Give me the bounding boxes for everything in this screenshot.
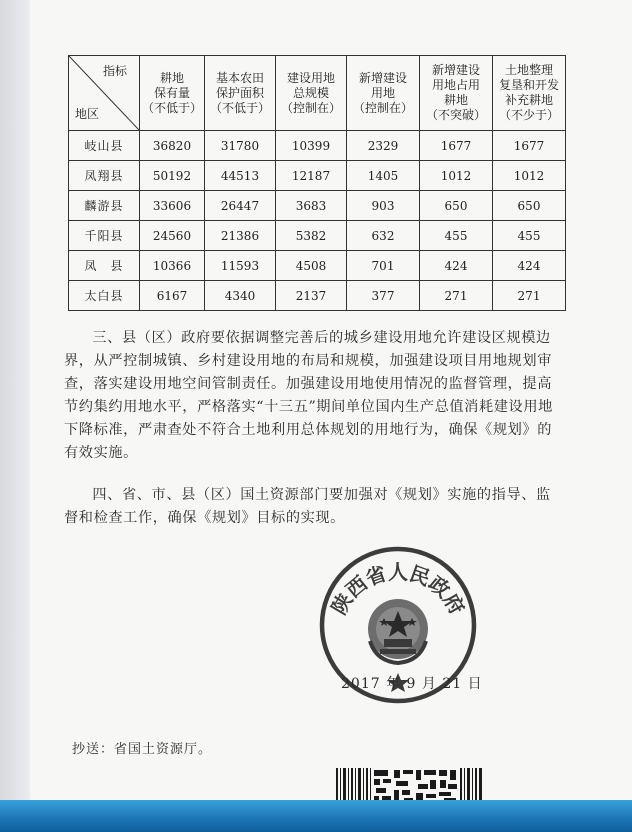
- header-new-construction: 新增建设 用地 （控制在）: [347, 56, 420, 131]
- table-header-row: [69, 56, 566, 131]
- value-cell: 271: [493, 281, 566, 311]
- value-cell: 2137: [276, 281, 347, 311]
- value-cell: 701: [347, 251, 420, 281]
- value-cell: 1012: [493, 161, 566, 191]
- table-row: [69, 191, 566, 221]
- header-land-consolidation: 土地整理 复垦和开发 补充耕地 （不少于）: [493, 56, 566, 131]
- value-cell: 424: [420, 251, 493, 281]
- county-cell: 千阳县: [69, 221, 140, 251]
- header-basic-farmland: 基本农田 保护面积 （不低于）: [205, 56, 276, 131]
- value-cell: 12187: [276, 161, 347, 191]
- value-cell: 650: [420, 191, 493, 221]
- value-cell: 650: [493, 191, 566, 221]
- paragraph-four: 四、省、市、县（区）国土资源部门要加强对《规划》实施的指导、监督和检查工作，确保《规划》目标的实现。: [64, 487, 551, 526]
- county-cell: 麟游县: [69, 191, 140, 221]
- national-emblem-icon: [368, 599, 428, 663]
- table-row: [69, 281, 566, 311]
- value-cell: 33606: [140, 191, 205, 221]
- value-cell: 31780: [205, 131, 276, 161]
- value-cell: 36820: [140, 131, 205, 161]
- county-cell: 凤翔县: [69, 161, 140, 191]
- corner-header-cell: [69, 56, 140, 131]
- value-cell: 24560: [140, 221, 205, 251]
- county-cell: 凤 县: [69, 251, 140, 281]
- seal-text: 陕西省人民政府: [326, 560, 470, 619]
- bottom-banner: [0, 800, 632, 832]
- value-cell: 632: [347, 221, 420, 251]
- value-cell: 1405: [347, 161, 420, 191]
- document-date: 2017 年 9 月 21 日: [341, 676, 483, 692]
- table-row: [69, 131, 566, 161]
- value-cell: 50192: [140, 161, 205, 191]
- corner-label-indicator: 指标: [102, 64, 127, 78]
- value-cell: 10399: [276, 131, 347, 161]
- corner-label-region: 地区: [75, 107, 100, 121]
- value-cell: 3683: [276, 191, 347, 221]
- value-cell: 10366: [140, 251, 205, 281]
- value-cell: 424: [493, 251, 566, 281]
- table-row: [69, 251, 566, 281]
- carbon-copy-line: 抄送：省国土资源厅。: [72, 742, 213, 757]
- table-row: [69, 221, 566, 251]
- value-cell: 903: [347, 191, 420, 221]
- value-cell: 271: [420, 281, 493, 311]
- value-cell: 26447: [205, 191, 276, 221]
- value-cell: 5382: [276, 221, 347, 251]
- value-cell: 2329: [347, 131, 420, 161]
- county-cell: 岐山县: [69, 131, 140, 161]
- value-cell: 11593: [205, 251, 276, 281]
- value-cell: 455: [420, 221, 493, 251]
- table-row: [69, 161, 566, 191]
- value-cell: 4508: [276, 251, 347, 281]
- value-cell: 1012: [420, 161, 493, 191]
- paragraph-three: 三、县（区）政府要依据调整完善后的城乡建设用地允许建设区规模边界，从严控制城镇、乡村建设用地的布局和规模，加强建设项目用地规划审查，落实建设用地空间管制责任。加强建设用地使用情况的监督管理，提高节约集约用地水平，严格落实“十三五”期间单位国内生产总值消耗建设用地下降标准，严肃查处不符合土地利用总体规划的用地行为，确保《规划》的有效实施。: [64, 330, 553, 461]
- value-cell: 6167: [140, 281, 205, 311]
- value-cell: 1677: [493, 131, 566, 161]
- header-new-construction-farmland: 新增建设 用地占用 耕地 （不突破）: [420, 56, 493, 131]
- value-cell: 377: [347, 281, 420, 311]
- value-cell: 455: [493, 221, 566, 251]
- value-cell: 44513: [205, 161, 276, 191]
- value-cell: 4340: [205, 281, 276, 311]
- header-cultivated-land: 耕地 保有量 （不低于）: [140, 56, 205, 131]
- value-cell: 1677: [420, 131, 493, 161]
- land-quota-table: [68, 55, 566, 311]
- value-cell: 21386: [205, 221, 276, 251]
- county-cell: 太白县: [69, 281, 140, 311]
- header-construction-total: 建设用地 总规模 （控制在）: [276, 56, 347, 131]
